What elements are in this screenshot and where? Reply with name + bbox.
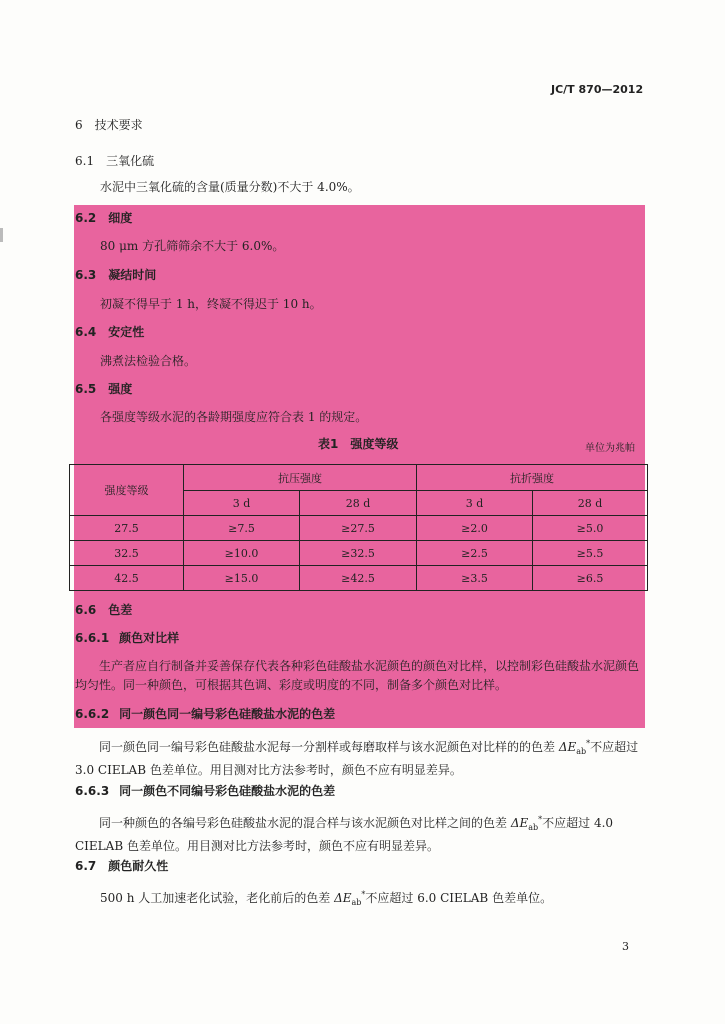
section-6-5-heading — [75, 382, 132, 396]
section-number: 6.6.2 — [75, 707, 110, 721]
section-6-6-2-text — [75, 734, 641, 780]
delta-e-sup: * — [361, 890, 366, 899]
text-part: 同一种颜色的各编号彩色硅酸盐水泥的混合样与该水泥颜色对比样之间的色差 — [99, 816, 511, 830]
table-row — [70, 541, 648, 566]
cell-flexural-3d: ≥2.0 — [417, 516, 533, 541]
section-6-6-1-text: 生产者应自行制备并妥善保存代表各种彩色硅酸盐水泥颜色的颜色对比样，以控制彩色硅酸盐水泥颜色均匀性。同一种颜色，可根据其色调、彩度或明度的不同，制备多个颜色对比样。 — [75, 659, 640, 692]
section-title: 颜色对比样 — [119, 631, 180, 645]
strength-table — [69, 464, 648, 591]
section-title: 三氧化硫 — [106, 154, 155, 168]
section-6-6-3-heading — [75, 784, 335, 798]
header-flexural-28d: 28 d — [533, 491, 648, 516]
delta-e-sup: * — [538, 815, 543, 824]
text-part: 不应超过 4.0 CIELAB 色差单位。用目测对比方法参考时，颜色不应有明显差异。 — [75, 816, 614, 853]
section-number: 6.2 — [75, 211, 97, 225]
cell-flexural-28d: ≥5.0 — [533, 516, 648, 541]
cell-compressive-3d: ≥7.5 — [184, 516, 300, 541]
section-6-6-2-heading — [75, 707, 335, 721]
cell-flexural-3d: ≥2.5 — [417, 541, 533, 566]
section-number: 6.1 — [75, 154, 95, 168]
section-6-4-heading — [75, 325, 144, 339]
delta-e-symbol: ΔE — [558, 740, 577, 754]
header-flexural-3d: 3 d — [417, 491, 533, 516]
section-title: 同一颜色不同编号彩色硅酸盐水泥的色差 — [119, 784, 336, 798]
section-title: 色差 — [108, 603, 133, 617]
cell-grade: 27.5 — [70, 516, 184, 541]
table-1-unit: 单位为兆帕 — [585, 443, 635, 454]
delta-e-sub: ab — [528, 823, 539, 832]
table-1-caption: 表1 强度等级 — [318, 437, 399, 451]
section-title: 凝结时间 — [108, 268, 157, 282]
cell-compressive-3d: ≥10.0 — [184, 541, 300, 566]
section-6-7-heading — [75, 859, 168, 873]
page-number: 3 — [622, 940, 629, 953]
section-6-1-text: 水泥中三氧化硫的含量(质量分数)不大于 4.0%。 — [100, 180, 360, 194]
section-6-4-text: 沸煮法检验合格。 — [100, 354, 197, 368]
cell-flexural-3d: ≥3.5 — [417, 566, 533, 591]
section-6-2-heading — [75, 211, 132, 225]
cell-compressive-28d: ≥32.5 — [300, 541, 417, 566]
section-title: 技术要求 — [94, 118, 143, 132]
section-6-6-1-heading — [75, 631, 179, 645]
section-number: 6 — [75, 118, 83, 132]
section-number: 6.6 — [75, 603, 97, 617]
text-part: 不应超过 6.0 CIELAB 色差单位。 — [365, 891, 553, 905]
header-compressive-3d: 3 d — [184, 491, 300, 516]
cell-compressive-28d: ≥42.5 — [300, 566, 417, 591]
delta-e-sup: * — [586, 739, 591, 748]
cell-flexural-28d: ≥6.5 — [533, 566, 648, 591]
delta-e-symbol: ΔE — [334, 891, 352, 905]
section-number: 6.4 — [75, 325, 97, 339]
section-6-7-text — [100, 888, 552, 910]
section-title: 同一颜色同一编号彩色硅酸盐水泥的色差 — [119, 707, 336, 721]
text-part: 同一颜色同一编号彩色硅酸盐水泥每一分割样或每磨取样与该水泥颜色对比样的的色差 — [99, 740, 559, 754]
delta-e-sub: ab — [351, 898, 362, 907]
scan-edge-mark — [0, 228, 3, 242]
text-part: 不应超过 3.0 CIELAB 色差单位。用目测对比方法参考时，颜色不应有明显差异。 — [75, 740, 639, 777]
section-number: 6.6.1 — [75, 631, 110, 645]
delta-e-symbol: ΔE — [510, 816, 529, 830]
cell-grade: 32.5 — [70, 541, 184, 566]
cell-grade: 42.5 — [70, 566, 184, 591]
section-6-2-text: 80 μm 方孔筛筛余不大于 6.0%。 — [100, 239, 285, 253]
header-compressive: 抗压强度 — [184, 465, 417, 491]
section-6-6-heading — [75, 603, 132, 617]
section-title: 安定性 — [108, 325, 145, 339]
table-row — [70, 566, 648, 591]
section-number: 6.5 — [75, 382, 97, 396]
section-title: 强度 — [108, 382, 133, 396]
text-part: 500 h 人工加速老化试验，老化前后的色差 — [100, 891, 335, 905]
section-title: 颜色耐久性 — [108, 859, 169, 873]
cell-compressive-28d: ≥27.5 — [300, 516, 417, 541]
section-6-3-heading — [75, 268, 156, 282]
section-number: 6.6.3 — [75, 784, 110, 798]
cell-compressive-3d: ≥15.0 — [184, 566, 300, 591]
section-6-5-text: 各强度等级水泥的各龄期强度应符合表 1 的规定。 — [100, 410, 368, 424]
delta-e-sub: ab — [576, 747, 587, 756]
table-row — [70, 516, 648, 541]
section-6-1-heading — [75, 154, 154, 168]
cell-flexural-28d: ≥5.5 — [533, 541, 648, 566]
header-compressive-28d: 28 d — [300, 491, 417, 516]
header-flexural: 抗折强度 — [417, 465, 648, 491]
section-6-6-3-text — [75, 810, 641, 856]
section-number: 6.7 — [75, 859, 97, 873]
section-number: 6.3 — [75, 268, 97, 282]
section-title: 细度 — [108, 211, 133, 225]
section-6-3-text: 初凝不得早于 1 h，终凝不得迟于 10 h。 — [100, 297, 322, 311]
section-6-heading — [75, 118, 143, 132]
header-grade: 强度等级 — [70, 465, 184, 516]
standard-number: JC/T 870—2012 — [551, 83, 644, 96]
